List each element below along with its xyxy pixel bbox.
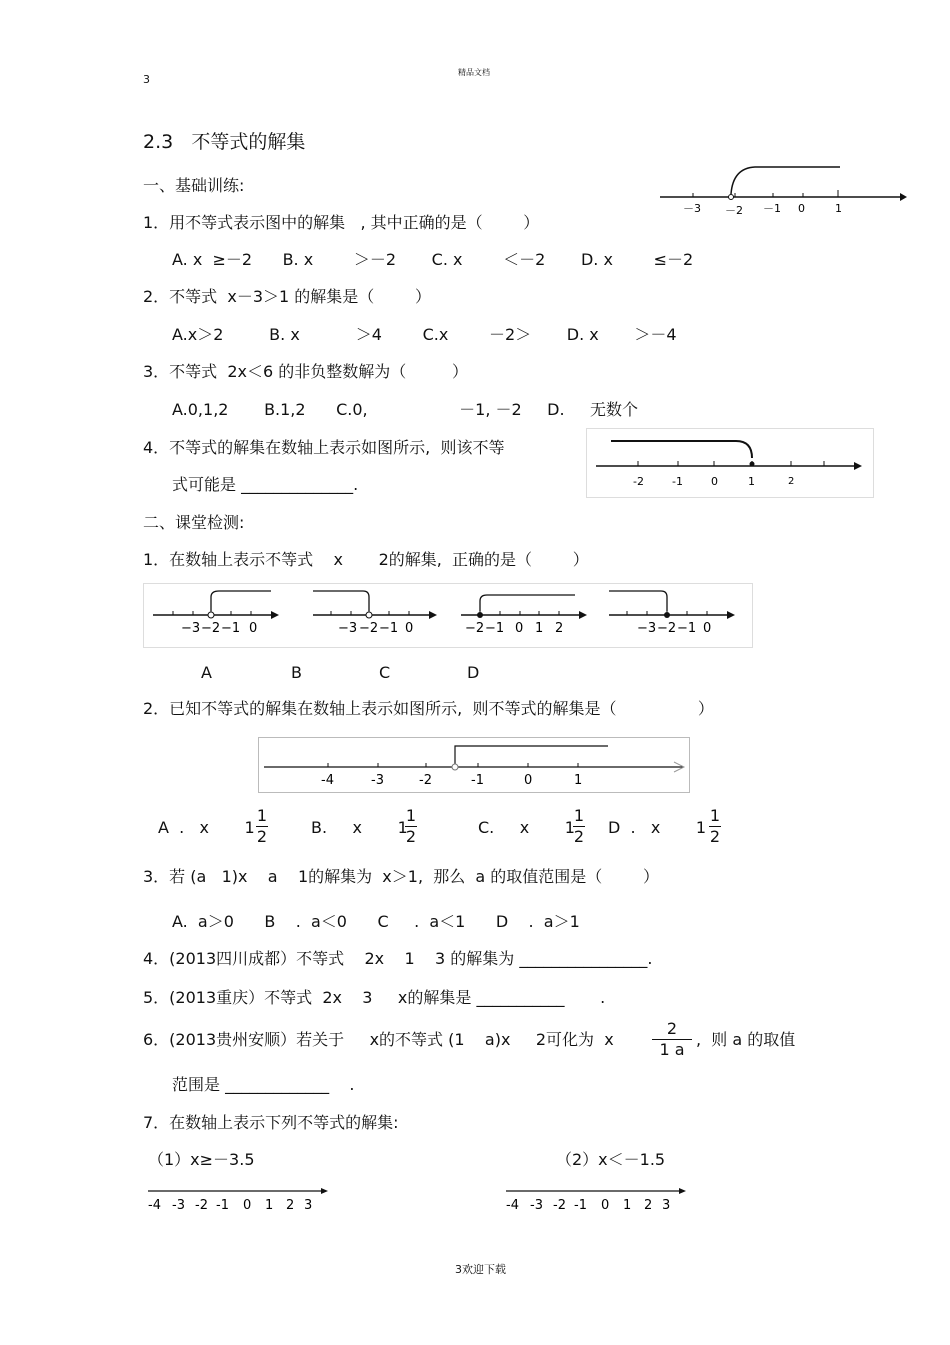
axis-tick-label: −2 bbox=[657, 621, 677, 636]
figure-label-d: D bbox=[467, 663, 480, 682]
axis-tick-label: 0 bbox=[703, 621, 712, 636]
figure-c bbox=[461, 595, 587, 636]
axis-tick-label: 2 bbox=[644, 1198, 653, 1213]
axis-tick-label: 1 bbox=[835, 202, 842, 215]
q7-number-line-2 bbox=[504, 1180, 694, 1216]
page-number: 3 bbox=[143, 73, 150, 86]
figure-a bbox=[153, 591, 279, 636]
p1-q4-stem: 4．不等式的解集在数轴上表示如图所示, 则该不等 bbox=[143, 438, 505, 457]
fraction: 1 2 bbox=[573, 806, 585, 846]
axis-tick-label: －2 bbox=[725, 204, 743, 217]
p2-q7-sub1: （1）x≥－3.5 bbox=[148, 1150, 255, 1169]
axis-tick-label: 0 bbox=[711, 475, 718, 488]
p1-q3-options: A.0,1,2 B.1,2 C.0, －1, －2 D. 无数个 bbox=[172, 400, 638, 419]
axis-tick-label: -1 bbox=[471, 773, 484, 788]
axis-tick-label: 1 bbox=[265, 1198, 274, 1213]
p2-q6-blank: 范围是 _____________ . bbox=[172, 1075, 355, 1094]
axis-tick-label: -2 bbox=[419, 773, 432, 788]
axis-tick-label: -2 bbox=[633, 475, 644, 488]
axis-tick-label: 2 bbox=[286, 1198, 295, 1213]
fraction: 1 2 bbox=[405, 806, 417, 846]
axis-tick-label: 1 bbox=[748, 475, 755, 488]
axis-tick-label: 0 bbox=[524, 773, 533, 788]
axis-tick-label: -1 bbox=[672, 475, 683, 488]
figure-b bbox=[313, 591, 437, 636]
axis-tick-label: -1 bbox=[574, 1198, 587, 1213]
axis-tick-label: −2 bbox=[201, 621, 221, 636]
axis-tick-label: 0 bbox=[243, 1198, 252, 1213]
p2-q3-options: A. a＞0 B . a＜0 C . a＜1 D . a＞1 bbox=[172, 912, 580, 931]
axis-tick-label: 0 bbox=[798, 202, 805, 215]
axis-tick-label: 2 bbox=[555, 621, 564, 636]
axis-tick-label: -2 bbox=[195, 1198, 208, 1213]
axis-tick-label: −3 bbox=[181, 621, 201, 636]
axis-tick-label: −1 bbox=[221, 621, 241, 636]
p1-q3-stem: 3．不等式 2x＜6 的非负整数解为（ ） bbox=[143, 362, 469, 381]
p2-q2-option-d: D . x 1 bbox=[608, 818, 707, 837]
axis-tick-label: −1 bbox=[485, 621, 505, 636]
figure-d bbox=[609, 591, 735, 636]
p2-q2-option-a: A . x 1 bbox=[158, 818, 255, 837]
axis-tick-label: 0 bbox=[249, 621, 258, 636]
q7-number-line-1 bbox=[146, 1180, 336, 1216]
p1-q1-stem: 1．用不等式表示图中的解集 , 其中正确的是（ ） bbox=[143, 213, 540, 232]
figure-label-a: A bbox=[201, 663, 212, 682]
axis-tick-label: −3 bbox=[338, 621, 358, 636]
axis-tick-label: 0 bbox=[515, 621, 524, 636]
axis-tick-label: -1 bbox=[216, 1198, 229, 1213]
p2-q2-number-line bbox=[258, 737, 690, 793]
axis-tick-label: -3 bbox=[371, 773, 384, 788]
p2-q2-option-c: C. x 1 bbox=[478, 818, 575, 837]
axis-tick-label: −2 bbox=[465, 621, 485, 636]
figure-label-b: B bbox=[291, 663, 302, 682]
axis-tick-label: 1 bbox=[535, 621, 544, 636]
part1-heading: 一、基础训练: bbox=[143, 176, 245, 195]
header-watermark: 精品文档 bbox=[458, 68, 490, 77]
p2-q1-figures bbox=[143, 583, 753, 649]
q1-number-line bbox=[655, 160, 910, 220]
p2-q4-stem: 4．(2013四川成都）不等式 2x 1 3 的解集为 ________________. bbox=[143, 949, 653, 968]
axis-tick-label: 3 bbox=[662, 1198, 671, 1213]
p2-q6-stem-tail: , 则 a 的取值 bbox=[696, 1030, 796, 1049]
axis-tick-label: 3 bbox=[304, 1198, 313, 1213]
axis-tick-label: 1 bbox=[623, 1198, 632, 1213]
footer-text: 3欢迎下载 bbox=[455, 1263, 506, 1276]
axis-tick-label: -2 bbox=[553, 1198, 566, 1213]
axis-tick-label: -4 bbox=[148, 1198, 161, 1213]
part2-heading: 二、课堂检测: bbox=[143, 513, 245, 532]
axis-tick-label: -4 bbox=[506, 1198, 519, 1213]
section-title: 2.3 不等式的解集 bbox=[143, 131, 306, 153]
p2-q7-stem: 7．在数轴上表示下列不等式的解集: bbox=[143, 1113, 399, 1132]
axis-tick-label: 0 bbox=[405, 621, 414, 636]
p1-q1-options: A. x ≥－2 B. x ＞－2 C. x ＜－2 D. x ≤－2 bbox=[172, 250, 694, 269]
p2-q6-stem: 6．(2013贵州安顺）若关于 x的不等式 (1 a)x 2可化为 x bbox=[143, 1030, 614, 1049]
fraction: 2 1 a bbox=[652, 1020, 692, 1059]
axis-tick-label: -3 bbox=[172, 1198, 185, 1213]
p2-q2-option-b: B. x 1 bbox=[311, 818, 408, 837]
p1-q4-blank: 式可能是 ______________. bbox=[172, 475, 359, 494]
p2-q1-stem: 1．在数轴上表示不等式 x 2的解集, 正确的是（ ） bbox=[143, 550, 589, 569]
axis-tick-label: −3 bbox=[637, 621, 657, 636]
axis-tick-label: −1 bbox=[677, 621, 697, 636]
p2-q2-stem: 2．已知不等式的解集在数轴上表示如图所示, 则不等式的解集是（ ） bbox=[143, 699, 714, 718]
q4-number-line bbox=[586, 428, 874, 498]
axis-tick-label: 1 bbox=[574, 773, 583, 788]
figure-label-c: C bbox=[379, 663, 391, 682]
axis-tick-label: 0 bbox=[601, 1198, 610, 1213]
p1-q2-options: A.x＞2 B. x ＞4 C.x －2＞ D. x ＞－4 bbox=[172, 325, 677, 344]
axis-tick-label: －1 bbox=[763, 202, 781, 215]
axis-tick-label: －3 bbox=[683, 202, 701, 215]
p2-q5-stem: 5．(2013重庆）不等式 2x 3 x的解集是 ___________ . bbox=[143, 988, 606, 1007]
p2-q7-sub2: （2）x＜－1.5 bbox=[556, 1150, 666, 1169]
axis-tick-label: -3 bbox=[530, 1198, 543, 1213]
axis-tick-label: -4 bbox=[321, 773, 334, 788]
axis-tick-label: 2 bbox=[788, 476, 795, 487]
p1-q2-stem: 2．不等式 x－3＞1 的解集是（ ） bbox=[143, 287, 431, 306]
fraction: 1 2 bbox=[256, 806, 268, 846]
p2-q3-stem: 3．若 (a 1)x a 1的解集为 x＞1, 那么 a 的取值范围是（ ） bbox=[143, 867, 659, 886]
fraction: 1 2 bbox=[709, 806, 721, 846]
axis-tick-label: −2 bbox=[359, 621, 379, 636]
axis-tick-label: −1 bbox=[379, 621, 399, 636]
